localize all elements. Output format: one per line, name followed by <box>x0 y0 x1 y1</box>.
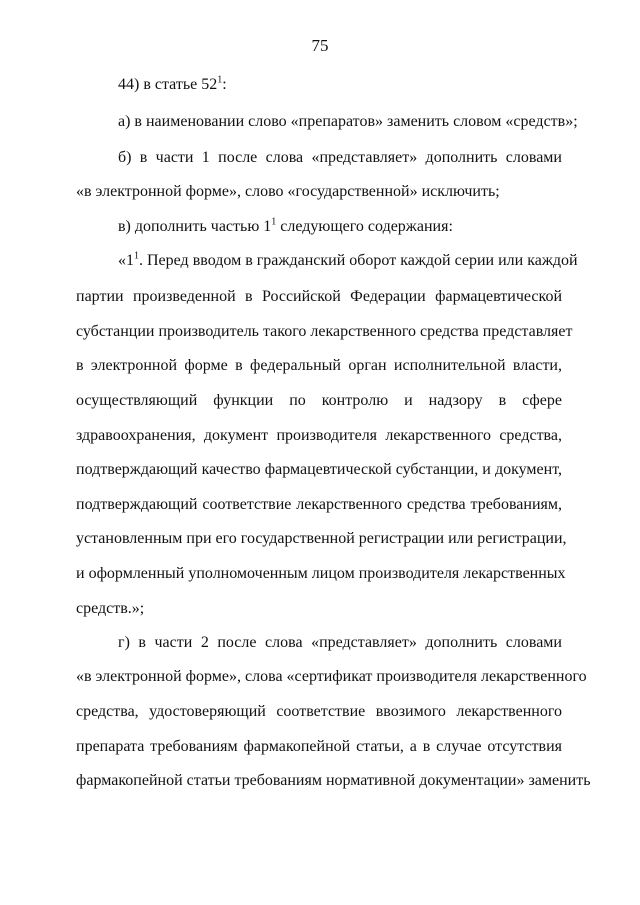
quote-line: и оформленный уполномоченным лицом производителя лекарственных <box>76 565 566 582</box>
item-v-text: в) дополнить частью 1 <box>118 218 272 235</box>
page-number: 75 <box>311 36 329 55</box>
quote-first-line <box>118 250 578 271</box>
item-v <box>118 217 453 237</box>
item-v-superscript: 1 <box>271 216 277 228</box>
quote-line: в электронной форме в федеральный орган исполнительной власти, <box>76 357 562 374</box>
quote-line: установленным при его государственной регистрации или регистрации, <box>76 530 567 547</box>
item-44 <box>118 75 227 95</box>
quote-first-text: . Перед вводом в гражданский оборот каждой серии или каждой <box>139 252 578 269</box>
quote-line: подтверждающий качество фармацевтической субстанции, и документ, <box>76 461 562 478</box>
quote-line: партии произведенной в Российской Федерации фармацевтической <box>76 288 562 305</box>
item-b-line-2: «в электронной форме», слово «государственной» исключить; <box>76 183 500 200</box>
item-g-line: «в электронной форме», слова «сертификат производителя лекарственного <box>76 668 587 685</box>
item-44-colon: : <box>222 76 227 93</box>
item-44-text: 44) в статье 52 <box>118 76 218 93</box>
quote-line: субстанции производитель такого лекарственного средства представляет <box>76 323 573 340</box>
item-g-line: средства, удостоверяющий соответствие ввозимого лекарственного <box>76 703 562 720</box>
item-a: а) в наименовании слово «препаратов» заменить словом «средств»; <box>118 113 578 130</box>
item-44-superscript: 1 <box>217 74 223 86</box>
quote-line: осуществляющий функции по контролю и надзору в сфере <box>76 392 562 409</box>
item-g-line: фармакопейной статьи требованиям нормативной документации» заменить <box>76 772 591 789</box>
item-g-first-line: г) в части 2 после слова «представляет» дополнить словами <box>118 634 562 651</box>
item-g-line: препарата требованиям фармакопейной статьи, а в случае отсутствия <box>76 738 562 755</box>
quote-line: подтверждающий соответствие лекарственного средства требованиям, <box>76 496 562 513</box>
quote-superscript: 1 <box>134 250 139 262</box>
quote-last-line: средств.»; <box>76 600 145 617</box>
quote-line: здравоохранения, документ производителя лекарственного средства, <box>76 427 562 444</box>
item-v-tail: следующего содержания: <box>276 218 453 235</box>
quote-opening: «1 <box>118 252 134 269</box>
item-b-line-1: б) в части 1 после слова «представляет» дополнить словами <box>118 149 562 166</box>
